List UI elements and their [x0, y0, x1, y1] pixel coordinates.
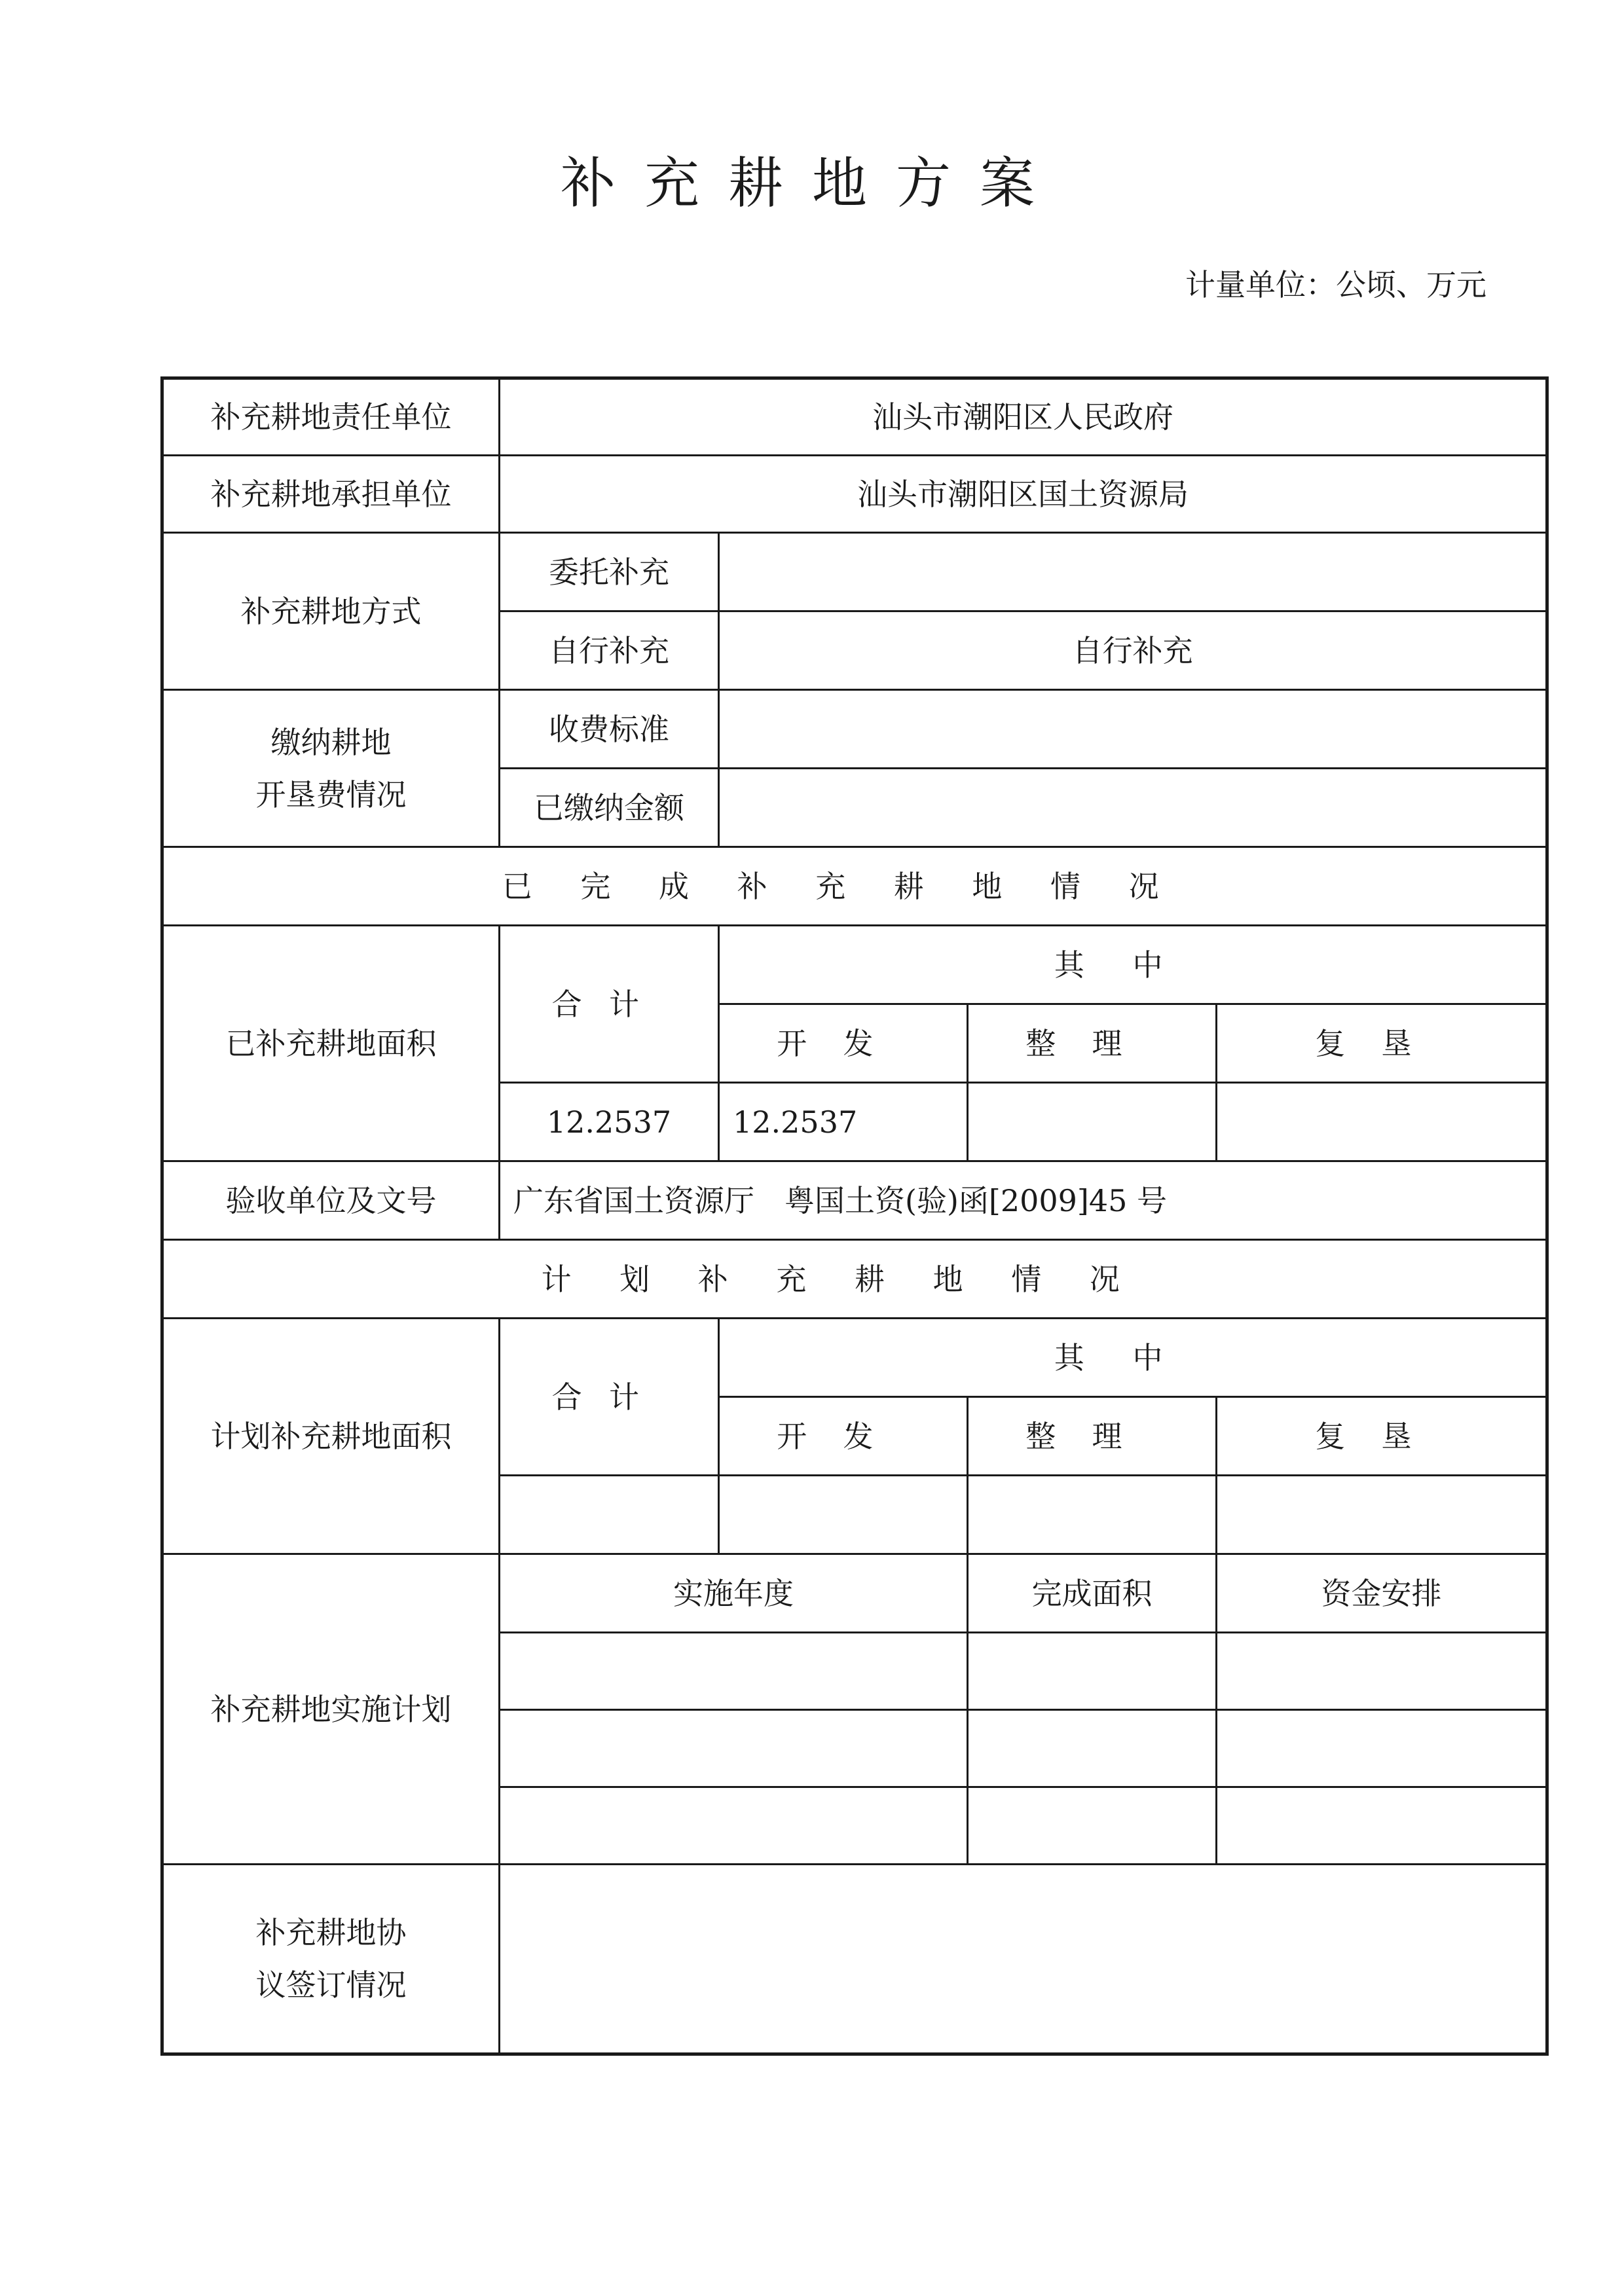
completed-among-label: 其中: [719, 926, 1547, 1004]
planned-arrange-label: 整理: [968, 1397, 1217, 1476]
unit-note: 计量单位：公顷、万元: [1185, 267, 1486, 302]
method-self-value: 自行补充: [719, 611, 1547, 690]
planned-arrange-value: [968, 1476, 1217, 1554]
row-completed-among: [162, 926, 1547, 1004]
row-planned-heading: [162, 1240, 1547, 1319]
fee-paid-label: 已缴纳金额: [500, 769, 719, 847]
planned-dev-label: 开发: [719, 1397, 968, 1476]
completed-arrange-value: [968, 1083, 1217, 1161]
row-planned-among: [162, 1319, 1547, 1397]
row-responsible-unit: [162, 378, 1547, 456]
row-method-entrusted: [162, 533, 1547, 611]
implementation-area-cell: [968, 1787, 1217, 1865]
implementation-funds-cell: [1217, 1787, 1547, 1865]
planned-reclaim-label: 复垦: [1217, 1397, 1547, 1476]
implementation-year-cell: [500, 1787, 968, 1865]
responsible-unit-value: 汕头市潮阳区人民政府: [500, 378, 1547, 456]
completed-total-value: 12.2537: [500, 1083, 719, 1161]
land-supplement-form: [160, 376, 1549, 2056]
row-completed-heading: [162, 847, 1547, 926]
agreement-value: [500, 1865, 1547, 2054]
completed-dev-label: 开发: [719, 1004, 968, 1083]
planned-area-label: 计划补充耕地面积: [162, 1319, 500, 1554]
planned-dev-value: [719, 1476, 968, 1554]
fee-label-line2: 开垦费情况: [255, 776, 407, 812]
fee-standard-label: 收费标准: [500, 690, 719, 769]
implementation-area-cell: [968, 1710, 1217, 1787]
planned-total-value: [500, 1476, 719, 1554]
agreement-label-line2: 议签订情况: [255, 1967, 407, 2003]
completed-total-label: 合计: [500, 926, 719, 1083]
method-label: 补充耕地方式: [162, 533, 500, 690]
completed-dev-value: 12.2537: [719, 1083, 968, 1161]
row-agreement: [162, 1865, 1547, 2054]
fee-label: [162, 690, 500, 847]
agreement-label-line1: 补充耕地协: [255, 1915, 407, 1950]
acceptance-value: 广东省国土资源厅 粤国土资(验)函[2009]45 号: [500, 1161, 1547, 1240]
completed-reclaim-value: [1217, 1083, 1547, 1161]
row-implementation-header: [162, 1554, 1547, 1633]
method-entrusted-value: [719, 533, 1547, 611]
implementation-col-area: 完成面积: [968, 1554, 1217, 1633]
row-fee-standard: [162, 690, 1547, 769]
implementation-col-year: 实施年度: [500, 1554, 968, 1633]
implementation-year-cell: [500, 1710, 968, 1787]
undertaking-unit-value: 汕头市潮阳区国土资源局: [500, 456, 1547, 533]
completed-arrange-label: 整理: [968, 1004, 1217, 1083]
responsible-unit-label: 补充耕地责任单位: [162, 378, 500, 456]
planned-reclaim-value: [1217, 1476, 1547, 1554]
method-self-label: 自行补充: [500, 611, 719, 690]
completed-reclaim-label: 复垦: [1217, 1004, 1547, 1083]
fee-standard-value: [719, 690, 1547, 769]
row-acceptance: [162, 1161, 1547, 1240]
acceptance-label: 验收单位及文号: [162, 1161, 500, 1240]
method-entrusted-label: 委托补充: [500, 533, 719, 611]
agreement-label: [162, 1865, 500, 2054]
implementation-year-cell: [500, 1633, 968, 1710]
document-title: 补充耕地方案: [560, 151, 1063, 215]
fee-label-line1: 缴纳耕地: [270, 724, 392, 760]
row-undertaking-unit: [162, 456, 1547, 533]
implementation-area-cell: [968, 1633, 1217, 1710]
planned-among-label: 其中: [719, 1319, 1547, 1397]
implementation-label: 补充耕地实施计划: [162, 1554, 500, 1865]
planned-total-label: 合计: [500, 1319, 719, 1476]
completed-area-label: 已补充耕地面积: [162, 926, 500, 1161]
planned-section-heading: 计划补充耕地情况: [162, 1240, 1547, 1319]
undertaking-unit-label: 补充耕地承担单位: [162, 456, 500, 533]
implementation-funds-cell: [1217, 1633, 1547, 1710]
implementation-col-funds: 资金安排: [1217, 1554, 1547, 1633]
fee-paid-value: [719, 769, 1547, 847]
completed-section-heading: 已完成补充耕地情况: [162, 847, 1547, 926]
implementation-funds-cell: [1217, 1710, 1547, 1787]
